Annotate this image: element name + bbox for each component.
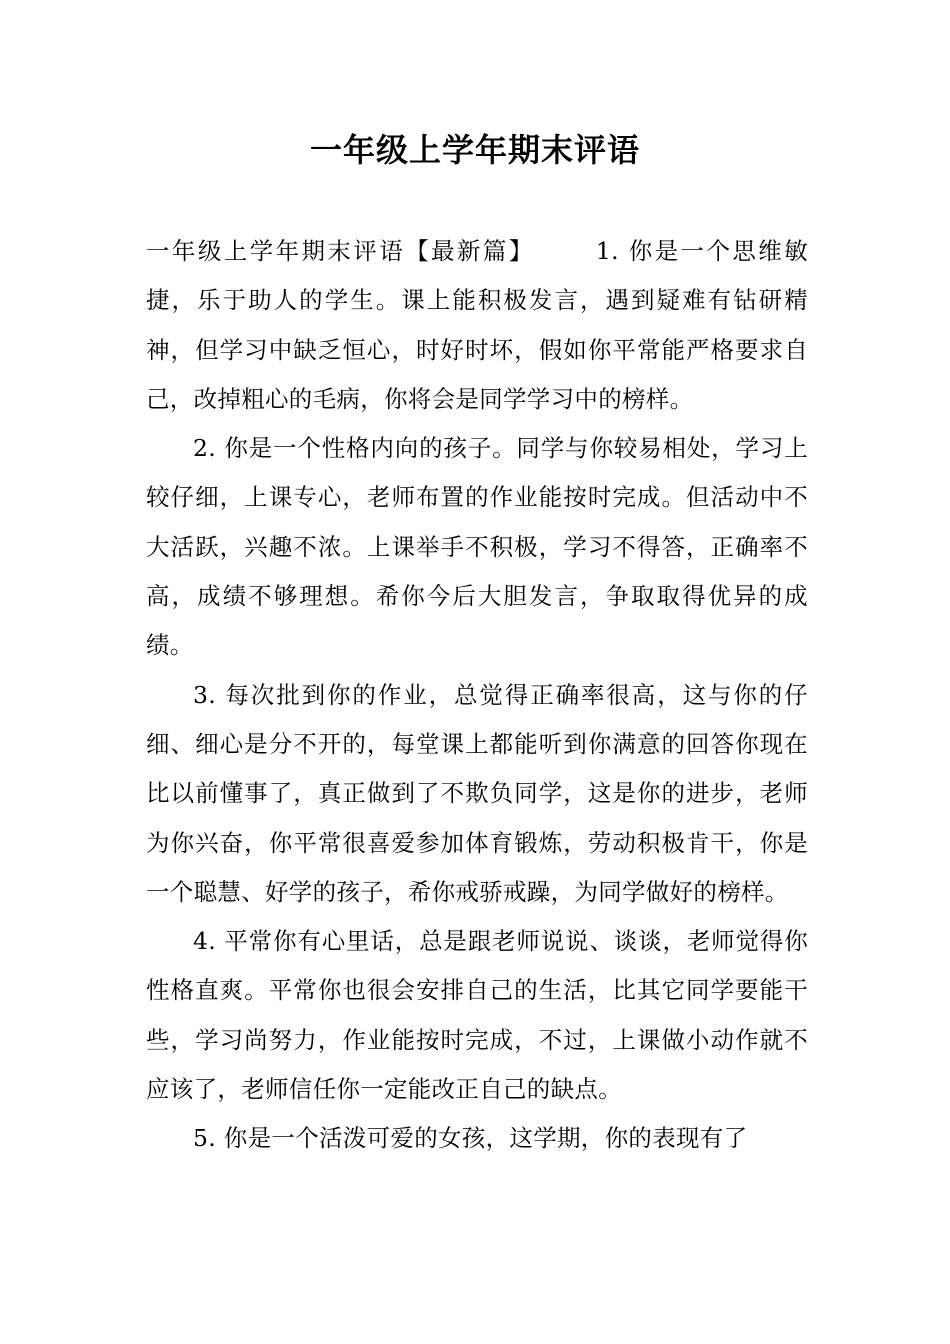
- document-body: [146, 227, 808, 1164]
- paragraph-3: 3. 每次批到你的作业，总觉得正确率很高，这与你的仔细、细心是分不开的，每堂课上都能听到你满意的回答你现在比以前懂事了，真正做到了不欺负同学，这是你的进步，老师为你兴奋，你平常很喜爱参加体育锻炼，劳动积极肯干，你是一个聪慧、好学的孩子，希你戒骄戒躁，为同学做好的榜样。: [146, 680, 808, 906]
- paragraph-5: 5. 你是一个活泼可爱的女孩，这学期，你的表现有了: [193, 1124, 748, 1153]
- paragraph-1: [146, 227, 808, 424]
- comment-1-text: 1. 你是一个思维敏捷，乐于助人的学生。课上能积极发言，遇到疑难有钻研精神，但学习中缺乏恒心，时好时坏，假如你平常能严格要求自己，改掉粗心的毛病，你将会是同学学习中的榜样。: [146, 237, 808, 413]
- document-title: 一年级上学年期末评语: [309, 131, 640, 169]
- paragraph-2: 2. 你是一个性格内向的孩子。同学与你较易相处，学习上较仔细，上课专心，老师布置的作业能按时完成。但活动中不大活跃，兴趣不浓。上课举手不积极，学习不得答，正确率不高，成绩不够理想。希你今后大胆发言，争取取得优异的成绩。: [146, 434, 808, 660]
- lead-text: 一年级上学年期末评语【最新篇】: [146, 237, 535, 265]
- paragraph-4: 4. 平常你有心里话，总是跟老师说说、谈谈，老师觉得你性格直爽。平常你也很会安排自己的生活，比其它同学要能干些，学习尚努力，作业能按时完成，不过，上课做小动作就不应该了，老师信任你一定能改正自己的缺点。: [146, 927, 808, 1104]
